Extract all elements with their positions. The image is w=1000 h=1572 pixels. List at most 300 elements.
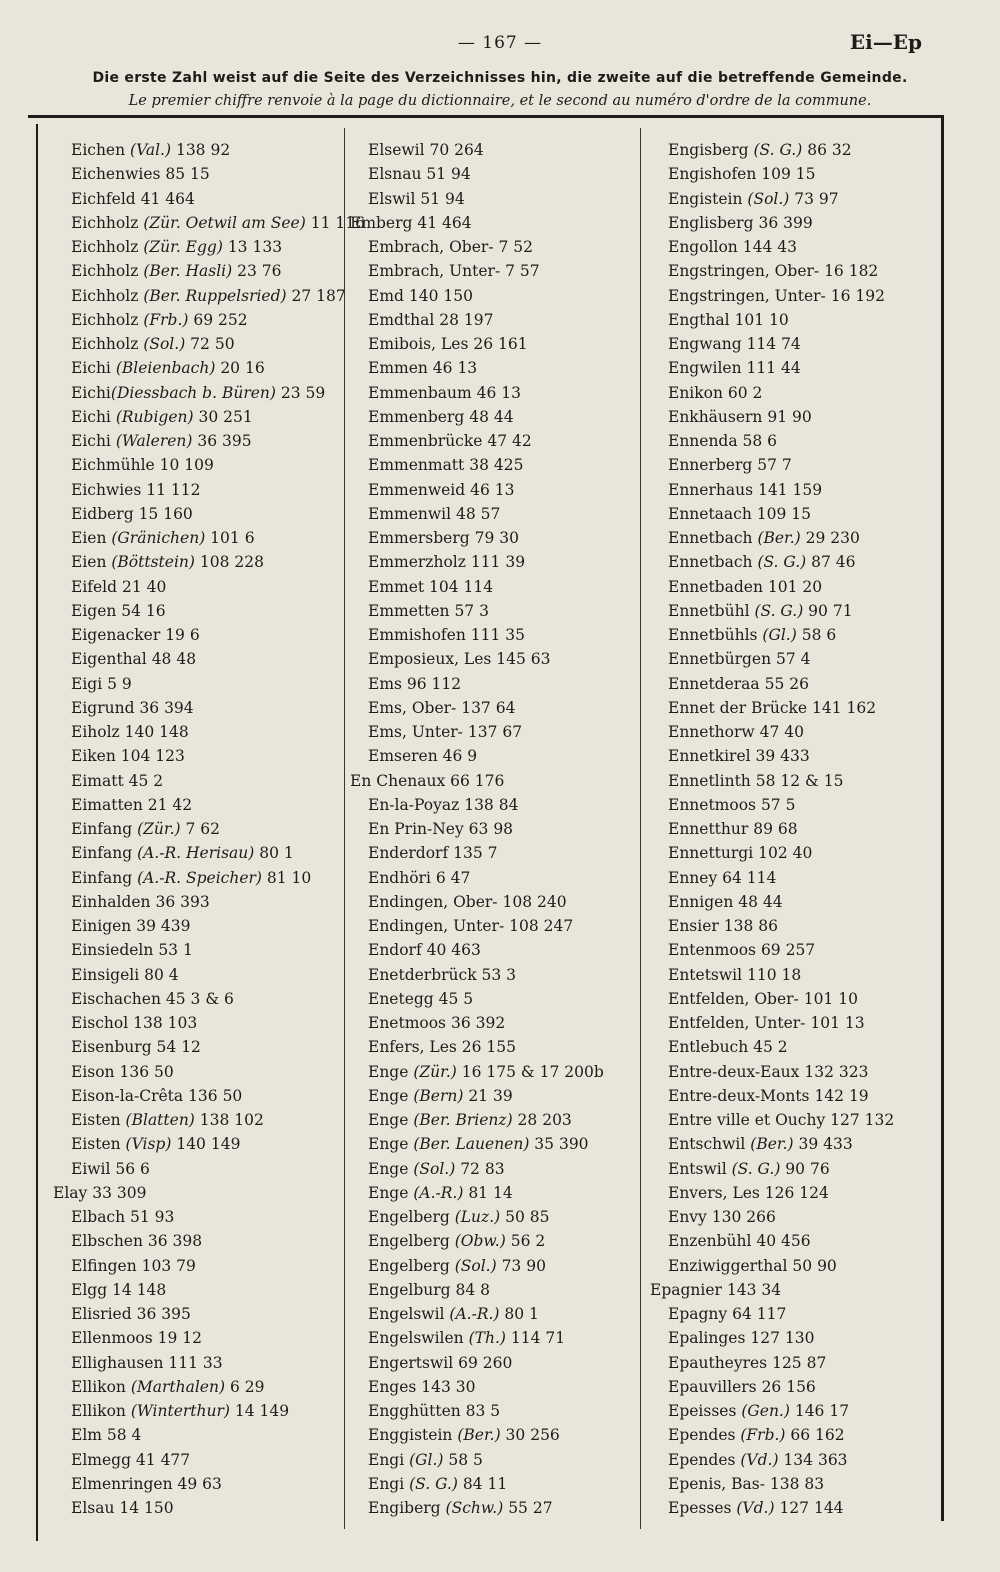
entry-name: Entswil [668, 1159, 732, 1178]
index-entry [650, 1399, 894, 1423]
entry-name: Eiholz [71, 723, 125, 741]
entry-reference: 101 10 [734, 310, 789, 329]
entry-reference: 16 182 [824, 262, 879, 281]
entry-name: Emibois, Les [368, 335, 474, 353]
entry-name: Emd [368, 286, 409, 305]
index-entry [650, 1181, 894, 1205]
entry-reference: 36 393 [155, 892, 210, 911]
index-entry [350, 938, 604, 962]
entry-reference: 49 63 [177, 1474, 222, 1493]
entry-reference: 111 35 [470, 626, 526, 644]
entry-name: Enge [368, 1159, 414, 1178]
index-entry [350, 259, 604, 283]
index-entry [650, 1326, 894, 1350]
entry-name: Enetmoos [368, 1014, 451, 1032]
entry-name: Enney [668, 868, 723, 887]
index-entry [53, 575, 365, 599]
entry-qualifier: (Th.) [468, 1329, 506, 1348]
entry-qualifier: (Gränichen) [111, 529, 206, 547]
entry-reference: 101 6 [205, 529, 255, 547]
entry-reference: 138 84 [464, 795, 519, 814]
entry-name: Engelberg [368, 1256, 455, 1275]
index-entry [350, 1351, 604, 1375]
index-entry [53, 162, 365, 186]
entry-name: Engwang [668, 335, 747, 353]
entry-reference: 80 1 [499, 1305, 539, 1323]
entry-name: Eimatten [71, 795, 148, 814]
entry-name: Entfelden, Unter- [668, 1014, 811, 1032]
entry-reference: 58 6 [742, 432, 778, 450]
entry-name: Eichholz [71, 238, 144, 256]
entry-reference: 45 3 & 6 [165, 989, 234, 1008]
index-entry [350, 1181, 604, 1205]
entry-reference: 136 50 [119, 1062, 174, 1081]
entry-name: Entre ville et Ouchy [668, 1111, 831, 1129]
index-entry [350, 1472, 604, 1496]
entry-name: Enges [368, 1377, 422, 1396]
entry-reference: 60 2 [727, 383, 763, 402]
index-entry [53, 1229, 365, 1253]
entry-name: Enkhäusern [668, 407, 768, 426]
entry-reference: 36 395 [192, 432, 252, 450]
entry-name: Ennetturgi [668, 844, 759, 863]
index-entry [53, 1035, 365, 1059]
entry-reference: 108 228 [194, 553, 264, 572]
entry-reference: 20 16 [215, 359, 265, 378]
entry-name: Emmerzholz [368, 553, 471, 572]
entry-qualifier: (Böttstein) [111, 553, 195, 572]
entry-reference: 72 83 [455, 1159, 505, 1178]
entry-name: Endingen, Unter- [368, 917, 510, 935]
entry-name: Eichi [71, 432, 116, 450]
entry-name: Eichholz [71, 310, 144, 329]
entry-reference: 130 266 [711, 1208, 776, 1226]
index-entry [350, 1205, 604, 1229]
entry-name: Enge [368, 1111, 414, 1129]
entry-qualifier: (Vd.) [740, 1450, 779, 1469]
entry-reference: 114 71 [505, 1329, 566, 1348]
entry-name: Engelburg [368, 1280, 456, 1299]
entry-reference: 39 433 [755, 747, 810, 766]
index-entry [53, 696, 365, 720]
index-entry [350, 793, 604, 817]
index-entry [350, 478, 604, 502]
entry-reference: 55 26 [764, 674, 809, 693]
index-entry [350, 1423, 604, 1447]
index-entry [350, 1448, 604, 1472]
entry-name: Ennerhaus [668, 480, 758, 499]
entry-reference: 96 112 [406, 674, 462, 693]
entry-reference: 138 86 [723, 917, 778, 935]
entry-reference: 36 394 [139, 698, 194, 717]
entry-reference: 46 13 [432, 359, 478, 378]
index-entry [53, 478, 365, 502]
entry-reference: 23 59 [275, 383, 326, 402]
entry-name: Eigen [71, 601, 122, 620]
index-entry [53, 914, 365, 938]
entry-name: Emmet [368, 577, 430, 596]
entry-reference: 45 5 [438, 989, 474, 1008]
index-entry [350, 162, 604, 186]
index-entry [53, 138, 365, 162]
entry-reference: 41 477 [135, 1450, 191, 1469]
index-entry [650, 162, 894, 186]
entry-name: Eichenwies [71, 165, 166, 184]
index-entry [53, 987, 365, 1011]
index-entry [650, 1035, 894, 1059]
entry-reference: 144 43 [742, 238, 797, 256]
entry-name: Emmenberg [368, 407, 470, 426]
entry-name: Emmenbrücke [368, 432, 488, 450]
entry-name: Engelswil [368, 1305, 450, 1323]
index-entry [650, 1472, 894, 1496]
index-entry [53, 1496, 365, 1520]
entry-reference: 143 30 [421, 1377, 476, 1396]
index-entry [53, 381, 365, 405]
index-entry [350, 356, 604, 380]
index-entry [650, 841, 894, 865]
index-entry [650, 1351, 894, 1375]
index-entry [53, 308, 365, 332]
entry-qualifier: (Sol.) [747, 189, 790, 208]
entry-name: Eigi [71, 674, 108, 693]
entry-name: Embrach, Ober- [368, 238, 499, 256]
entry-name: Enzenbühl [668, 1232, 757, 1251]
entry-reference: 28 203 [512, 1111, 572, 1129]
index-entry [350, 866, 604, 890]
entry-reference: 70 264 [429, 141, 484, 159]
entry-reference: 48 44 [738, 892, 783, 911]
index-entry [650, 720, 894, 744]
index-column-2 [350, 138, 604, 1520]
entry-name: Ennetaach [668, 504, 757, 523]
entry-reference: 91 90 [767, 407, 812, 426]
index-entry [53, 1060, 365, 1084]
entry-reference: 125 87 [772, 1353, 827, 1372]
entry-reference: 29 230 [800, 529, 860, 547]
entry-name: En-la-Poyaz [368, 795, 465, 814]
entry-reference: 38 425 [469, 456, 524, 475]
entry-reference: 101 10 [803, 989, 858, 1008]
entry-reference: 134 363 [778, 1450, 848, 1469]
entry-qualifier: (Ber.) [750, 1135, 794, 1154]
index-entry [650, 1011, 894, 1035]
entry-name: Eichmühle [71, 456, 160, 475]
entry-name: Eischachen [71, 989, 166, 1008]
note-german: Die erste Zahl weist auf die Seite des Verzeichnisses hin, die zweite auf die betreffende Gemeinde. [92, 70, 908, 86]
index-entry [53, 526, 365, 550]
entry-qualifier: (Ber.) [457, 1426, 501, 1445]
index-frame [28, 115, 944, 1541]
entry-reference: 127 130 [750, 1329, 815, 1348]
entry-qualifier: (Obw.) [454, 1232, 506, 1251]
entry-name: Engelberg [368, 1208, 455, 1226]
entry-qualifier: (S. G.) [754, 601, 804, 620]
index-entry [350, 647, 604, 671]
entry-name: Ellikon [71, 1377, 131, 1396]
index-column-1 [53, 138, 365, 1520]
entry-reference: 143 34 [726, 1280, 782, 1299]
entry-reference: 33 309 [92, 1183, 147, 1202]
index-entry [350, 914, 604, 938]
entry-name: Ennetbürgen [668, 650, 777, 669]
index-entry [350, 599, 604, 623]
index-entry [650, 1496, 894, 1520]
index-entry [350, 235, 604, 259]
index-entry [650, 1084, 894, 1108]
entry-qualifier: (Gl.) [409, 1450, 444, 1469]
entry-name: Envy [668, 1208, 712, 1226]
entry-reference: 35 390 [529, 1135, 589, 1154]
entry-name: Eifeld [71, 577, 122, 596]
index-entry [650, 1423, 894, 1447]
index-entry [650, 405, 894, 429]
entry-name: Emdthal [368, 310, 440, 329]
entry-name: En Chenaux [350, 771, 451, 790]
index-entry [53, 405, 365, 429]
index-entry [53, 769, 365, 793]
entry-name: Endhöri [368, 868, 436, 887]
entry-name: Englisberg [668, 213, 759, 232]
index-entry [350, 1278, 604, 1302]
entry-reference: 54 16 [121, 601, 166, 620]
entry-name: Emmen [368, 359, 433, 378]
index-entry [350, 405, 604, 429]
index-entry [350, 453, 604, 477]
entry-qualifier: (A.-R.) [413, 1183, 464, 1202]
index-entry [650, 769, 894, 793]
index-entry [650, 211, 894, 235]
entry-reference: 137 64 [461, 698, 516, 717]
entry-reference: 10 109 [159, 456, 214, 475]
entry-name: Einfang [71, 820, 138, 838]
entry-name: Emberg [350, 213, 418, 232]
entry-name: Eiwil [71, 1159, 116, 1178]
entry-reference: 54 12 [156, 1038, 201, 1057]
entry-reference: 21 39 [463, 1086, 513, 1105]
entry-reference: 5 9 [107, 674, 132, 693]
frame-left-rule [36, 124, 38, 1541]
entry-name: Epautheyres [668, 1353, 773, 1372]
entry-name: Eigenacker [71, 626, 166, 644]
entry-name: Eien [71, 529, 112, 547]
entry-qualifier: (Sol.) [413, 1159, 456, 1178]
entry-qualifier: (Ber. Brienz) [413, 1111, 513, 1129]
entry-name: Ennetbaden [668, 577, 768, 596]
index-entry [650, 332, 894, 356]
entry-name: Ems, Unter- [368, 723, 468, 741]
entry-reference: 36 395 [136, 1305, 191, 1323]
entry-qualifier: (Sol.) [143, 335, 186, 353]
entry-reference: 41 464 [140, 189, 195, 208]
entry-reference: 140 149 [171, 1135, 241, 1154]
entry-reference: 51 94 [420, 189, 465, 208]
entry-name: Elsau [71, 1499, 120, 1517]
index-entry [53, 1011, 365, 1035]
entry-name: Einsiedeln [71, 941, 159, 960]
index-entry [650, 793, 894, 817]
entry-qualifier: (Luz.) [454, 1208, 501, 1226]
column-divider [640, 128, 641, 1529]
index-entry [650, 284, 894, 308]
index-entry [650, 356, 894, 380]
entry-name: Eischol [71, 1014, 134, 1032]
entry-qualifier: (Rubigen) [115, 407, 194, 426]
entry-reference: 39 433 [793, 1135, 853, 1154]
index-entry [650, 914, 894, 938]
index-column-3 [650, 138, 894, 1520]
index-entry [53, 211, 365, 235]
entry-qualifier: (A.-R. Herisau) [137, 844, 255, 863]
index-entry [53, 890, 365, 914]
entry-name: Eimatt [71, 771, 129, 790]
entry-name: Ennigen [668, 892, 739, 911]
entry-reference: 146 17 [789, 1402, 850, 1420]
entry-reference: 101 13 [810, 1014, 865, 1032]
entry-reference: 45 2 [753, 1038, 788, 1057]
entry-name: Ellighausen [71, 1353, 169, 1372]
entry-name: Elfingen [71, 1256, 142, 1275]
index-entry [350, 1157, 604, 1181]
entry-reference: 86 32 [802, 141, 852, 159]
entry-name: Elm [71, 1426, 107, 1445]
index-entry [650, 866, 894, 890]
index-entry [650, 138, 894, 162]
index-entry [53, 1472, 365, 1496]
entry-name: Ennetbach [668, 529, 758, 547]
index-entry [350, 575, 604, 599]
index-entry [53, 1205, 365, 1229]
index-entry [650, 744, 894, 768]
entry-name: Ems [368, 674, 407, 693]
index-entry [350, 284, 604, 308]
entry-name: Epagny [668, 1305, 733, 1323]
entry-reference: 69 257 [760, 941, 816, 960]
index-entry [650, 1132, 894, 1156]
entry-reference: 6 47 [435, 868, 471, 887]
entry-reference: 85 15 [165, 165, 210, 184]
entry-reference: 141 159 [757, 480, 823, 499]
index-entry [53, 187, 365, 211]
entry-name: Enge [368, 1183, 414, 1202]
index-entry [650, 308, 894, 332]
entry-reference: 19 12 [157, 1329, 203, 1348]
entry-name: Einigen [71, 917, 137, 935]
index-entry [53, 841, 365, 865]
entry-name: Eichi [71, 359, 116, 378]
index-entry [350, 1399, 604, 1423]
index-entry [350, 987, 604, 1011]
index-entry [350, 1375, 604, 1399]
entry-name: Engiberg [368, 1499, 446, 1517]
index-entry [650, 187, 894, 211]
index-entry [650, 599, 894, 623]
entry-qualifier: (S. G.) [753, 141, 803, 159]
index-entry [650, 963, 894, 987]
entry-qualifier: (Bleienbach) [115, 359, 216, 378]
index-entry [350, 308, 604, 332]
entry-qualifier: (Frb.) [740, 1426, 786, 1445]
index-entry [650, 623, 894, 647]
entry-name: Engishofen [668, 165, 762, 184]
index-entry [650, 526, 894, 550]
entry-reference: 81 14 [463, 1183, 513, 1202]
index-entry [650, 1060, 894, 1084]
entry-name: Eisten [71, 1135, 126, 1154]
entry-reference: 101 20 [767, 577, 823, 596]
entry-reference: 14 148 [112, 1280, 167, 1299]
index-entry [650, 381, 894, 405]
index-entry [350, 332, 604, 356]
entry-reference: 27 187 [286, 286, 346, 305]
entry-reference: 79 30 [474, 529, 519, 547]
entry-reference: 138 83 [769, 1474, 825, 1493]
index-entry [350, 138, 604, 162]
entry-reference: 16 192 [830, 286, 885, 305]
entry-reference: 48 48 [151, 650, 197, 669]
entry-name: Enikon [668, 383, 728, 402]
entry-name: Ennetmoos [668, 795, 761, 814]
index-entry [650, 1278, 894, 1302]
entry-qualifier: (Ber.) [757, 529, 801, 547]
index-entry [53, 332, 365, 356]
entry-qualifier: (Schw.) [445, 1499, 504, 1517]
entry-name: Elsewil [368, 141, 430, 159]
entry-name: Embrach, Unter- [368, 262, 506, 281]
entry-name: Ependes [668, 1426, 741, 1445]
entry-name: Epauvillers [668, 1377, 762, 1396]
index-entry [350, 187, 604, 211]
entry-name: Engi [368, 1474, 410, 1493]
index-entry [350, 769, 604, 793]
entry-reference: 14 149 [229, 1402, 290, 1420]
index-entry [53, 1278, 365, 1302]
entry-reference: 53 3 [481, 965, 517, 984]
entry-reference: 45 2 [128, 771, 164, 790]
entry-name: En Prin-Ney [368, 820, 469, 838]
entry-reference: 50 85 [500, 1208, 550, 1226]
entry-name: Epeisses [668, 1402, 742, 1420]
index-entry [53, 1108, 365, 1132]
index-entry [350, 1011, 604, 1035]
entry-reference: 21 40 [122, 577, 167, 596]
entry-reference: 109 15 [756, 504, 812, 523]
entry-name: Entre-deux-Monts [668, 1086, 815, 1105]
index-entry [53, 1448, 365, 1472]
index-entry [350, 963, 604, 987]
entry-qualifier: (Waleren) [115, 432, 193, 450]
entry-name: Eichholz [71, 286, 144, 305]
index-entry [650, 550, 894, 574]
entry-name: Epenis, Bas- [668, 1474, 770, 1493]
entry-name: Envers, Les [668, 1183, 765, 1202]
entry-name: Ems, Ober- [368, 698, 462, 717]
entry-reference: 15 160 [138, 504, 193, 523]
entry-reference: 13 133 [222, 238, 283, 256]
entry-name: Enderdorf [368, 844, 454, 863]
entry-name: Engstringen, Unter- [668, 286, 831, 305]
entry-name: Elgg [71, 1280, 113, 1299]
index-entry [53, 1157, 365, 1181]
entry-reference: 26 161 [473, 335, 528, 353]
entry-reference: 7 52 [498, 238, 533, 256]
entry-name: Eidberg [71, 504, 139, 523]
index-entry [53, 502, 365, 526]
index-entry [350, 623, 604, 647]
entry-name: Engelswilen [368, 1329, 469, 1348]
entry-qualifier: (A.-R. Speicher) [137, 868, 262, 887]
index-entry [53, 744, 365, 768]
